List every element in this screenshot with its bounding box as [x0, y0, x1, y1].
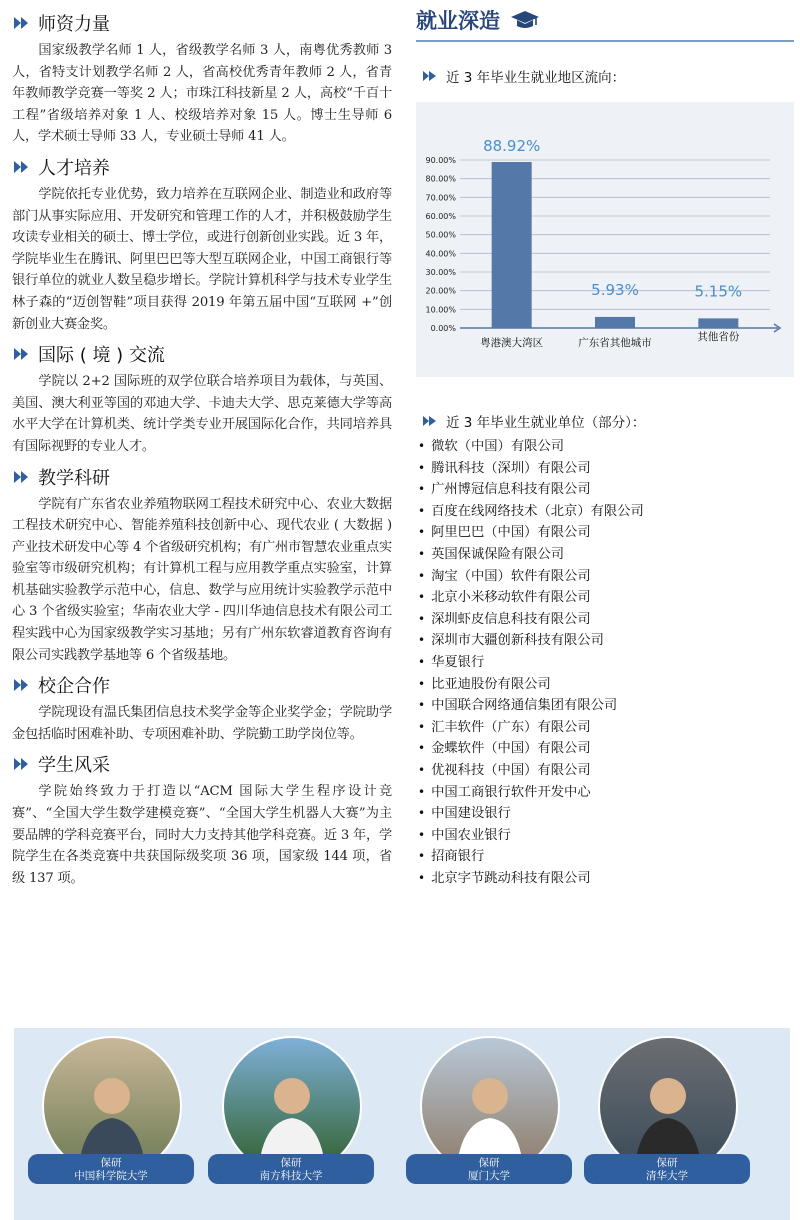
student-tag: [28, 1154, 194, 1184]
y-tick-label: 90.00%: [425, 156, 456, 165]
company-list: [418, 436, 644, 889]
section-body: 学院以 2+2 国际班的双学位联合培养项目为载体，与英国、美国、澳大利亚等国的邓迪大学、卡迪夫大学、思克莱德大学等高水平大学在计算机类、统计学类专业开展国际化合作，共同培养具有国际视野的专业人才。: [12, 374, 392, 454]
y-tick-label: 80.00%: [425, 174, 456, 184]
section-cooperation: [12, 670, 392, 745]
y-tick-label: 30.00%: [425, 268, 456, 277]
student-tag: [208, 1154, 374, 1184]
student-card: [42, 1036, 182, 1182]
region-heading: [422, 66, 625, 86]
double-chevron-icon: [422, 414, 438, 428]
category-label: 粤港澳大湾区: [480, 337, 544, 349]
employment-title: 就业深造: [416, 9, 500, 33]
value-label: 5.93%: [591, 280, 639, 299]
category-label: 其他省份: [697, 331, 740, 343]
company-item: • 深圳市大疆创新科技有限公司: [418, 630, 644, 652]
y-tick-label: 60.00%: [425, 212, 456, 221]
graduation-cap-icon: [510, 9, 540, 31]
company-item: • 百度在线网络技术（北京）有限公司: [418, 501, 644, 523]
company-item: • 英国保诚保险有限公司: [418, 544, 644, 566]
section-talent: [12, 152, 392, 335]
y-tick-label: 70.00%: [425, 193, 456, 203]
company-item: • 比亚迪股份有限公司: [418, 674, 644, 696]
double-chevron-icon: [12, 676, 30, 694]
section-title: 学生风采: [38, 755, 110, 777]
y-tick-label: 40.00%: [425, 249, 456, 259]
section-international: [12, 339, 392, 457]
section-heading: [12, 339, 392, 369]
section-faculty: [12, 8, 392, 148]
section-heading: [12, 152, 392, 182]
company-item: • 优视科技（中国）有限公司: [418, 760, 644, 782]
section-body: 国家级教学名师 1 人，省级教学名师 3 人，南粤优秀教师 3 人，省特支计划教学名师 2 人，省高校优秀青年教师 2 人，省青年教师教学竞赛一等奖 2 人；市珠江科技新星 2 人，高校“千百十工程”省级培养对象 1 人、校级培养对象 15 人。博士生导师 6 人，学术硕士导师 33 人，专业硕士导师 41 人。: [12, 43, 392, 145]
right-column: [416, 0, 794, 886]
section-heading: [12, 462, 392, 492]
company-item: • 汇丰软件（广东）有限公司: [418, 717, 644, 739]
left-column: [12, 6, 392, 893]
company-item: • 中国农业银行: [418, 825, 644, 847]
double-chevron-icon: [12, 755, 30, 773]
company-item: • 招商银行: [418, 846, 644, 868]
section-heading: [12, 749, 392, 779]
double-chevron-icon: [12, 14, 30, 32]
company-item: • 华夏银行: [418, 652, 644, 674]
tag-line1: 保研: [478, 1157, 500, 1169]
section-title: 师资力量: [38, 14, 110, 35]
section-heading: [12, 670, 392, 700]
category-label: 广东省其他城市: [578, 337, 652, 349]
tag-line2: 中国科学院大学: [74, 1170, 148, 1182]
student-tag: [406, 1154, 572, 1184]
double-chevron-icon: [422, 69, 438, 83]
company-item: • 北京字节跳动科技有限公司: [418, 868, 644, 890]
tag-line2: 清华大学: [646, 1170, 688, 1182]
tag-line1: 保研: [656, 1157, 678, 1169]
company-item: • 淘宝（中国）软件有限公司: [418, 566, 644, 588]
y-tick-label: 20.00%: [425, 286, 456, 296]
y-tick-label: 50.00%: [425, 230, 456, 240]
companies-heading-text: 近 3 年毕业生就业单位（部分）：: [446, 415, 646, 431]
student-card: [222, 1036, 362, 1182]
companies-heading: [422, 411, 645, 431]
section-title: 国际 ( 境 ) 交流: [38, 345, 165, 367]
section-body: 学院依托专业优势，致力培养在互联网企业、制造业和政府等部门从事实际应用、开发研究和管理工作的人才，并积极鼓励学生攻读专业相关的硕士、博士学位，或进行创新创业实践。近 3 年，学院毕业生在腾讯、阿里巴巴等大型互联网企业，中国工商银行等银行单位的就业人数呈稳步增长。学院计算机科学与技术专业学生林子森的“迈创智鞋”项目获得 2019 年第五届中国“互联网 +”创新创业大赛金奖。: [12, 186, 392, 332]
section-research: [12, 462, 392, 667]
section-heading: [12, 8, 392, 38]
region-heading-text: 近 3 年毕业生就业地区流向：: [446, 70, 626, 86]
section-students: [12, 749, 392, 889]
company-item: • 腾讯科技（深圳）有限公司: [418, 458, 644, 480]
company-item: • 中国建设银行: [418, 803, 644, 825]
company-item: • 金蝶软件（中国）有限公司: [418, 738, 644, 760]
bar: [698, 318, 738, 328]
double-chevron-icon: [12, 468, 30, 486]
section-title: 教学科研: [38, 467, 110, 489]
company-item: • 阿里巴巴（中国）有限公司: [418, 522, 644, 544]
student-card: [598, 1036, 738, 1182]
company-item: • 深圳虾皮信息科技有限公司: [418, 609, 644, 631]
bar: [492, 162, 532, 328]
student-card: [420, 1036, 560, 1182]
company-item: • 中国工商银行软件开发中心: [418, 782, 644, 804]
company-item: • 北京小米移动软件有限公司: [418, 587, 644, 609]
section-body: 学院现设有温氏集团信息技术奖学金等企业奖学金；学院助学金包括临时困难补助、专项困难补助、学院勤工助学岗位等。: [12, 705, 392, 742]
double-chevron-icon: [12, 345, 30, 363]
bar-chart: [416, 102, 794, 377]
tag-line2: 厦门大学: [468, 1170, 510, 1182]
bar: [595, 317, 635, 328]
value-label: 88.92%: [483, 137, 541, 156]
company-item: • 中国联合网络通信集团有限公司: [418, 695, 644, 717]
tag-line1: 保研: [100, 1157, 122, 1169]
tag-line1: 保研: [280, 1157, 302, 1169]
section-title: 校企合作: [38, 676, 110, 698]
company-item: • 微软（中国）有限公司: [418, 436, 644, 458]
y-tick-label: 0.00%: [430, 324, 456, 333]
company-item: • 广州博冠信息科技有限公司: [418, 479, 644, 501]
section-title: 人才培养: [38, 157, 110, 179]
region-chart: [416, 102, 794, 377]
student-tag: [584, 1154, 750, 1184]
value-label: 5.15%: [694, 282, 743, 301]
section-body: 学院始终致力于打造以“ACM 国际大学生程序设计竞赛”、“全国大学生数学建模竞赛”、“全国大学生机器人大赛”为主要品牌的学科竞赛平台，同时大力支持其他学科竞赛。近 3 年，学院学生在各类竞赛中共获国际级奖项 36 项，国家级 144 项，省级 137 项。: [12, 784, 392, 886]
double-chevron-icon: [12, 158, 30, 176]
tag-line2: 南方科技大学: [259, 1170, 323, 1182]
y-tick-label: 10.00%: [425, 305, 456, 315]
section-body: 学院有广东省农业养殖物联网工程技术研究中心、农业大数据工程技术研究中心、智能养殖科技创新中心、现代农业 ( 大数据 ) 产业技术研发中心等 4 个省级研究机构；有广州市智慧农业重点实验室等市级研究机构；有计算机工程与应用教学重点实验室，计算机基础实验教学示范中心，信息、数学与应用统计实验教学示范中心 3 个省级实验室；华南农业大学 - 四川华迪信息技术有限公司工程实践中心为国家级教学实习基地；另有广州东软睿道教育咨询有限公司实践教学基地等 6 个省级基地。: [12, 496, 392, 663]
employment-header: [416, 0, 794, 42]
